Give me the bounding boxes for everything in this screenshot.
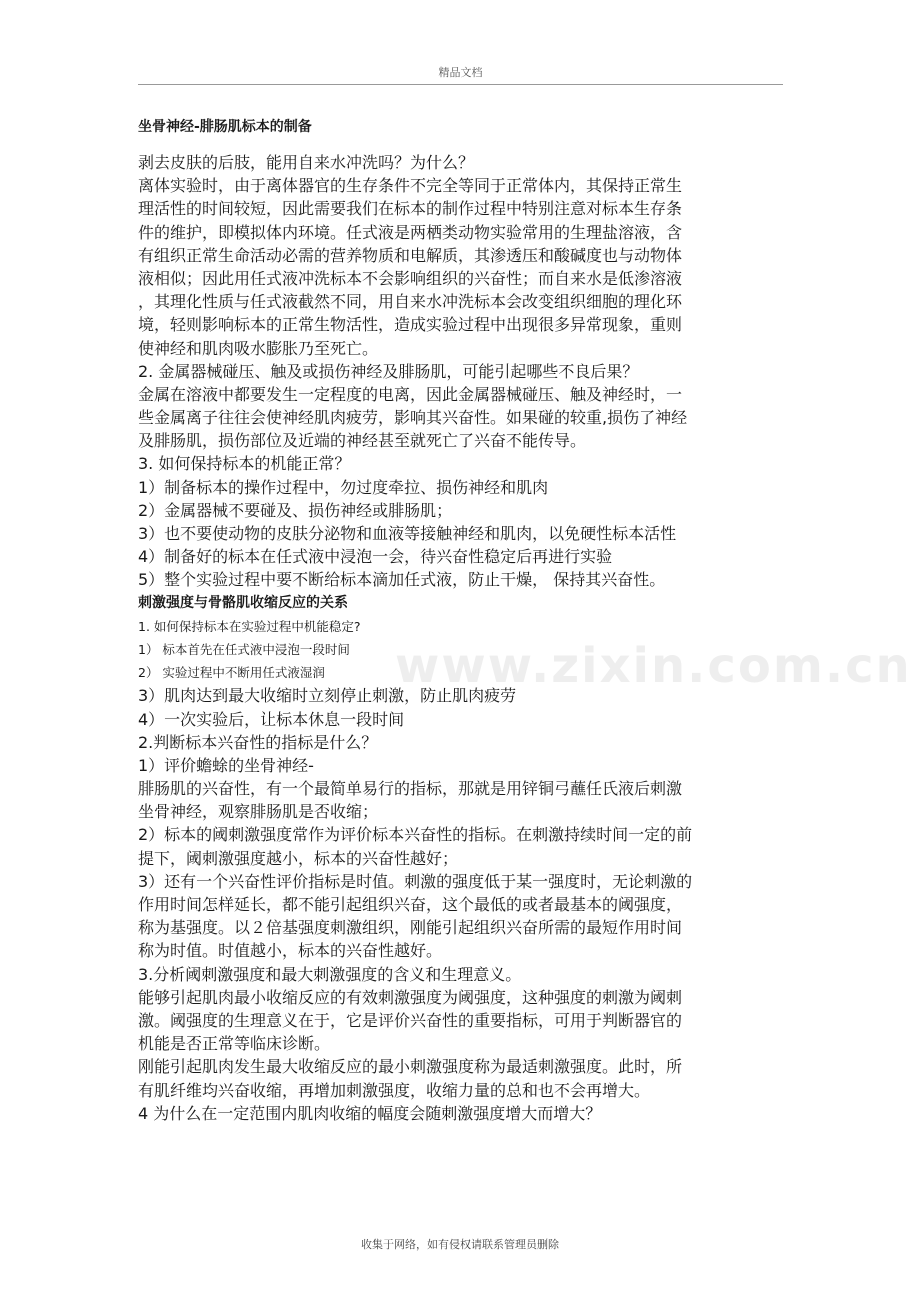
text-line: 2）金属器械不要碰及、损伤神经或腓肠肌； [138, 500, 453, 520]
text-line: 称为时值。时值越小，标本的兴奋性越好。 [138, 941, 443, 961]
document-body [138, 115, 783, 1125]
text-line: 2）标本的阈刺激强度常作为评价标本兴奋性的指标。在刺激持续时间一定的前 [138, 825, 693, 845]
spacer [138, 139, 783, 151]
text-line: 2. 金属器械碰压、触及或损伤神经及腓肠肌，可能引起哪些不良后果？ [138, 361, 639, 381]
text-line: 4）制备好的标本在任式液中浸泡一会，待兴奋性稳定后再进行实验 [138, 547, 613, 567]
text-line: 件的维护，即模拟体内环境。任式液是两栖类动物实验常用的生理盐溶液，含 [138, 222, 683, 242]
text-line: 3）还有一个兴奋性评价指标是时值。刺激的强度低于某一强度时，无论刺激的 [138, 871, 693, 891]
page-footer: 收集于网络，如有侵权请联系管理员删除 [361, 1238, 559, 1251]
paragraph-lines [138, 151, 783, 1125]
text-line: 剥去皮肤的后肢，能用自来水冲洗吗？为什么？ [138, 153, 475, 172]
text-line: 4 为什么在一定范围内肌肉收缩的幅度会随刺激强度增大而增大？ [138, 1103, 602, 1123]
watermark: www.zixin.com.cn [395, 638, 912, 694]
text-line: 及腓肠肌，损伤部位及近端的神经甚至就死亡了兴奋不能传导。 [138, 431, 587, 451]
text-line: 些金属离子往往会使神经肌肉疲劳，影响其兴奋性。如果碰的较重,损伤了神经 [138, 408, 688, 428]
section-heading: 刺激强度与骨骼肌收缩反应的关系 [138, 594, 348, 611]
text-line: 使神经和肌肉吸水膨胀乃至死亡。 [138, 338, 379, 358]
text-line: 金属在溶液中都要发生一定程度的电离，因此金属器械碰压、触及神经时，一 [138, 384, 683, 404]
text-line: 有肌纤维均兴奋收缩，再增加刺激强度，收缩力量的总和也不会再增大。 [138, 1080, 651, 1100]
text-line: 境，轻则影响标本的正常生物活性，造成实验过程中出现很多异常现象，重则 [138, 315, 683, 335]
text-line: 有组织正常生命活动必需的营养物质和电解质，其渗透压和酸碱度也与动物体 [138, 245, 683, 265]
page-header: 精品文档 [138, 64, 783, 85]
text-line: 机能是否正常等临床诊断。 [138, 1034, 331, 1054]
text-line: 提下，阈刺激强度越小，标本的兴奋性越好； [138, 848, 459, 868]
text-line: 作用时间怎样延长，都不能引起组织兴奋，这个最低的或者最基本的阈强度， [138, 895, 683, 914]
text-line: 3）也不要使动物的皮肤分泌物和血液等接触神经和肌肉，以免硬性标本活性 [138, 524, 677, 543]
text-line: 离体实验时，由于离体器官的生存条件不完全等同于正常体内，其保持正常生 [138, 176, 683, 196]
text-line: 1）制备标本的操作过程中，勿过度牵拉、损伤神经和肌肉 [138, 477, 549, 497]
text-line: 2） 实验过程中不断用任式液湿润 [138, 665, 325, 681]
text-line: 5）整个实验过程中要不断给标本滴加任式液，防止干燥， 保持其兴奋性。 [138, 570, 666, 590]
text-line: 能够引起肌肉最小收缩反应的有效刺激强度为阈强度，这种强度的刺激为阈刺 [138, 987, 683, 1007]
text-line: 3.分析阈刺激强度和最大刺激强度的含义和生理意义。 [138, 964, 522, 984]
text-line: 1） 标本首先在任式液中浸泡一段时间 [138, 641, 350, 657]
text-line: 1）评价蟾蜍的坐骨神经- [138, 755, 314, 775]
text-line: 2.判断标本兴奋性的指标是什么？ [138, 732, 378, 752]
section-title: 坐骨神经-腓肠肌标本的制备 [138, 119, 312, 135]
text-line: 3. 如何保持标本的机能正常？ [138, 454, 351, 474]
text-line: 理活性的时间较短，因此需要我们在标本的制作过程中特别注意对标本生存条 [138, 199, 683, 219]
text-line: 称为基强度。以２倍基强度刺激组织，刚能引起组织兴奋所需的最短作用时间 [138, 918, 683, 938]
text-line: ，其理化性质与任式液截然不同，用自来水冲洗标本会改变组织细胞的理化环 [138, 292, 683, 312]
text-line: 1. 如何保持标本在实验过程中机能稳定? [138, 618, 361, 634]
text-line: 坐骨神经，观察腓肠肌是否收缩； [138, 802, 379, 822]
text-line: 腓肠肌的兴奋性，有一个最简单易行的指标，那就是用锌铜弓蘸任氏液后刺激 [138, 779, 683, 799]
text-line: 4）一次实验后，让标本休息一段时间 [138, 709, 405, 729]
text-line: 3）肌肉达到最大收缩时立刻停止刺激，防止肌肉疲劳 [138, 686, 517, 706]
text-line: 刚能引起肌肉发生最大收缩反应的最小刺激强度称为最适刺激强度。此时，所 [138, 1057, 683, 1077]
text-line: 液相似；因此用任式液冲洗标本不会影响组织的兴奋性；而自来水是低渗溶液 [138, 268, 683, 288]
text-line: 激。阈强度的生理意义在于，它是评价兴奋性的重要指标，可用于判断器官的 [138, 1010, 683, 1030]
